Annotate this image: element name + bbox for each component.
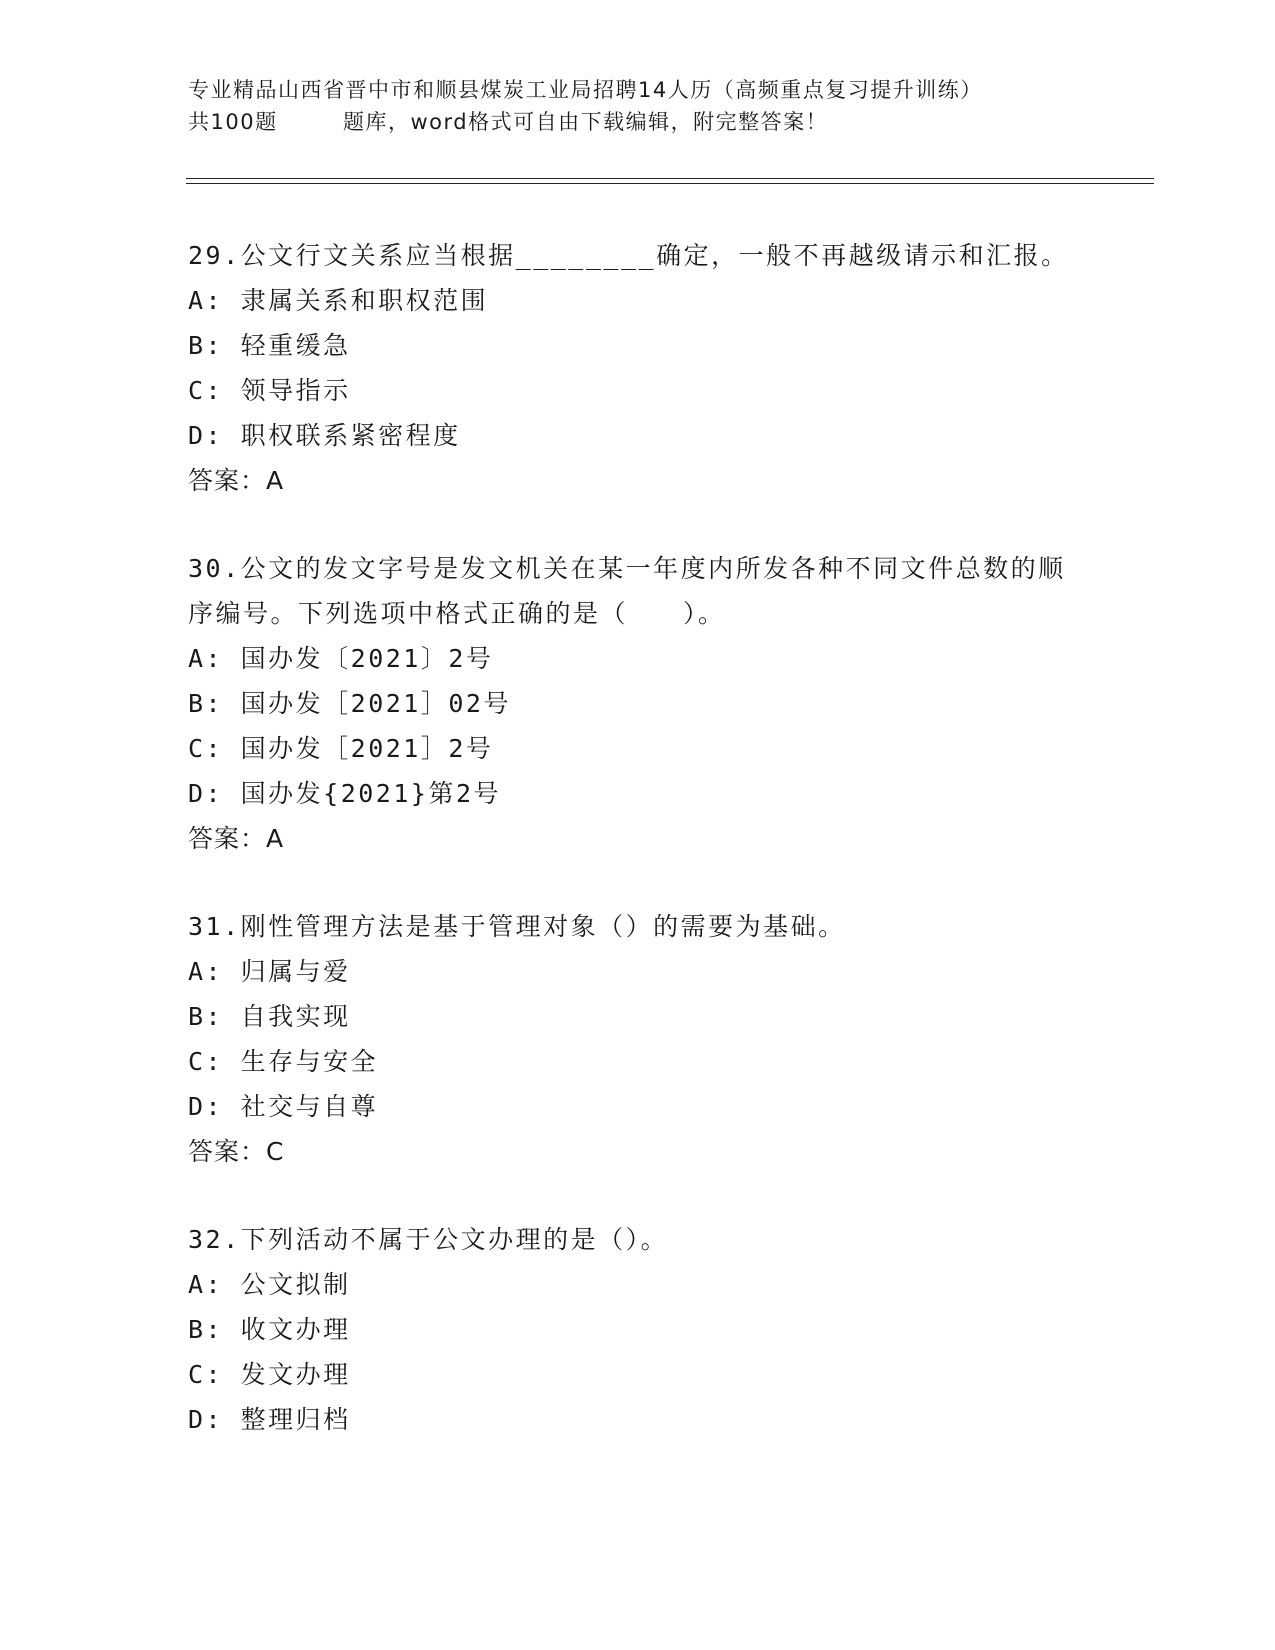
- question-29: [188, 233, 1088, 503]
- option-a: A: 归属与爱: [188, 957, 351, 986]
- header-title-line1: 专业精品山西省晋中市和顺县煤炭工业局招聘14人历（高频重点复习提升训练）: [188, 78, 983, 102]
- option-c: C: 发文办理: [188, 1360, 351, 1389]
- option-c: C: 国办发［2021］2号: [188, 734, 494, 763]
- question-list: [188, 233, 1088, 1485]
- option-b: B: 收文办理: [188, 1315, 351, 1344]
- question-text: 30.公文的发文字号是发文机关在某一年度内所发各种不同文件总数的顺序编号。下列选项中格式正确的是（ ）。: [188, 554, 1066, 628]
- header-divider-top: [186, 178, 1154, 179]
- document-header: [188, 74, 1088, 138]
- option-a: A: 国办发〔2021〕2号: [188, 644, 494, 673]
- header-divider-bottom: [186, 183, 1154, 184]
- option-c: C: 领导指示: [188, 376, 351, 405]
- option-a: A: 隶属关系和职权范围: [188, 286, 489, 315]
- option-d: D: 社交与自尊: [188, 1092, 379, 1121]
- answer: 答案：C: [188, 1137, 285, 1166]
- option-c: C: 生存与安全: [188, 1047, 379, 1076]
- question-text: 31.刚性管理方法是基于管理对象（）的需要为基础。: [188, 912, 846, 941]
- option-d: D: 国办发{2021}第2号: [188, 779, 502, 808]
- option-b: B: 国办发［2021］02号: [188, 689, 511, 718]
- answer: 答案：A: [188, 466, 285, 495]
- option-b: B: 轻重缓急: [188, 331, 351, 360]
- header-title-line2: 共100题 题库，word格式可自由下载编辑，附完整答案！: [188, 110, 829, 134]
- option-b: B: 自我实现: [188, 1002, 351, 1031]
- question-32: [188, 1217, 1088, 1442]
- question-31: [188, 904, 1088, 1174]
- question-text: 29.公文行文关系应当根据________确定，一般不再越级请示和汇报。: [188, 241, 1069, 270]
- option-d: D: 整理归档: [188, 1405, 351, 1434]
- question-30: [188, 546, 1088, 861]
- option-a: A: 公文拟制: [188, 1270, 351, 1299]
- question-text: 32.下列活动不属于公文办理的是（）。: [188, 1225, 669, 1254]
- answer: 答案：A: [188, 824, 285, 853]
- option-d: D: 职权联系紧密程度: [188, 421, 461, 450]
